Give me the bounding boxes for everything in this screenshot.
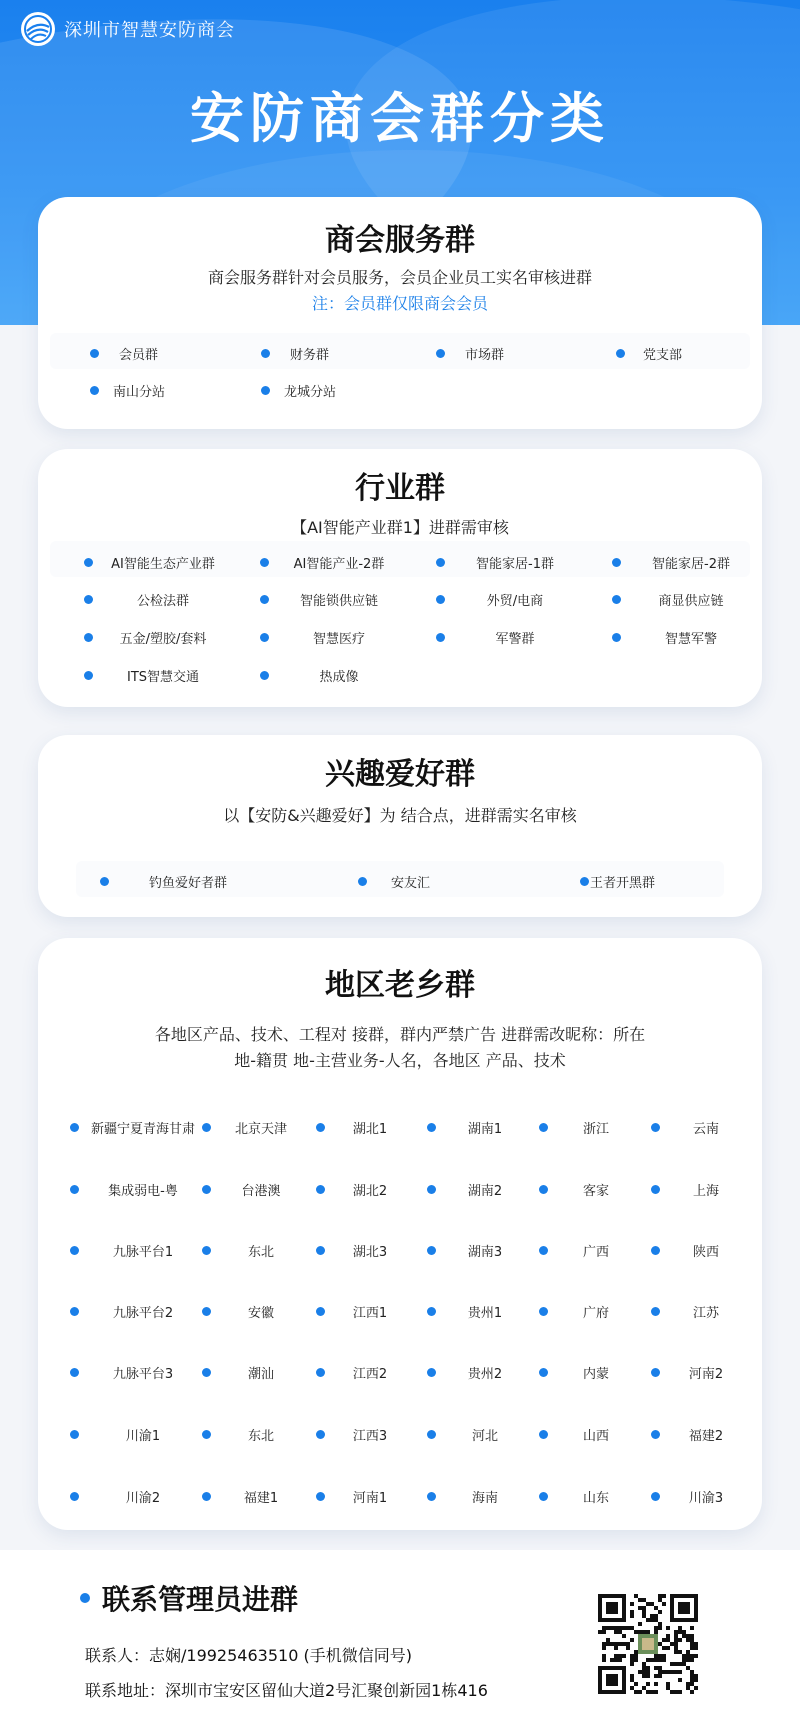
list-item[interactable]: 九脉平台3: [70, 1363, 207, 1382]
list-item[interactable]: 福建2: [651, 1425, 752, 1444]
bullet-dot-icon: [84, 671, 93, 680]
bullet-dot-icon: [427, 1307, 436, 1316]
list-item[interactable]: 福建1: [202, 1487, 311, 1506]
list-item[interactable]: 集成弱电-粤: [70, 1180, 207, 1199]
bullet-dot-icon: [316, 1430, 325, 1439]
list-item[interactable]: 智能家居-2群: [612, 553, 761, 572]
bullet-dot-icon: [260, 595, 269, 604]
list-item[interactable]: 热成像: [260, 666, 409, 685]
hobby-group-card: [38, 735, 762, 917]
bullet-dot-icon: [202, 1492, 211, 1501]
bullet-dot-icon: [70, 1123, 79, 1132]
bullet-dot-icon: [436, 595, 445, 604]
list-item[interactable]: 财务群: [261, 344, 329, 363]
bullet-dot-icon: [612, 558, 621, 567]
list-item[interactable]: 广西: [539, 1241, 644, 1260]
list-item[interactable]: 龙城分站: [261, 381, 336, 400]
bullet-dot-icon: [80, 1593, 90, 1603]
bullet-dot-icon: [84, 595, 93, 604]
bullet-dot-icon: [427, 1123, 436, 1132]
list-item[interactable]: 台港澳: [202, 1180, 311, 1199]
list-item[interactable]: 东北: [202, 1425, 311, 1444]
bullet-dot-icon: [651, 1123, 660, 1132]
list-item[interactable]: 山东: [539, 1487, 644, 1506]
industry-group-title: 行业群: [355, 471, 445, 506]
bullet-dot-icon: [316, 1307, 325, 1316]
bullet-dot-icon: [539, 1430, 548, 1439]
contact-title: 联系管理员进群: [80, 1578, 298, 1618]
bullet-dot-icon: [427, 1430, 436, 1439]
list-item[interactable]: 客家: [539, 1180, 644, 1199]
list-item[interactable]: 湖北1: [316, 1118, 415, 1137]
list-item[interactable]: 九脉平台1: [70, 1241, 207, 1260]
contact-address: 联系地址：深圳市宝安区留仙大道2号汇聚创新园1栋416: [85, 1681, 488, 1700]
list-item[interactable]: 贵州2: [427, 1363, 534, 1382]
bullet-dot-icon: [70, 1368, 79, 1377]
list-item[interactable]: 智慧军警: [612, 628, 761, 647]
bullet-dot-icon: [202, 1307, 211, 1316]
list-item[interactable]: 云南: [651, 1118, 752, 1137]
list-item[interactable]: 川渝2: [70, 1487, 207, 1506]
list-item[interactable]: 市场群: [436, 344, 504, 363]
list-item[interactable]: 江西2: [316, 1363, 415, 1382]
org-brand: [20, 12, 235, 46]
region-group-desc-line1: 各地区产品、技术、工程对 接群，群内严禁广告 进群需改昵称：所在: [154, 1025, 646, 1044]
bullet-dot-icon: [580, 877, 589, 886]
bullet-dot-icon: [651, 1307, 660, 1316]
region-group-title: 地区老乡群: [325, 968, 475, 1003]
list-item[interactable]: AI智能生态产业群: [84, 553, 233, 572]
list-item[interactable]: 东北: [202, 1241, 311, 1260]
service-group-desc: 商会服务群针对会员服务，会员企业员工实名审核进群: [207, 268, 592, 287]
service-group-card: [38, 197, 762, 429]
list-item[interactable]: 内蒙: [539, 1363, 644, 1382]
industry-group-card: [38, 449, 762, 707]
bullet-dot-icon: [202, 1246, 211, 1255]
list-item[interactable]: 湖南3: [427, 1241, 534, 1260]
list-item[interactable]: 贵州1: [427, 1302, 534, 1321]
bullet-dot-icon: [427, 1492, 436, 1501]
list-item[interactable]: 山西: [539, 1425, 644, 1444]
list-item[interactable]: 湖北2: [316, 1180, 415, 1199]
bullet-dot-icon: [260, 558, 269, 567]
list-item[interactable]: 湖北3: [316, 1241, 415, 1260]
bullet-dot-icon: [84, 633, 93, 642]
list-item[interactable]: 王者开黑群: [580, 872, 655, 891]
list-item[interactable]: 北京天津: [202, 1118, 311, 1137]
bullet-dot-icon: [539, 1246, 548, 1255]
bullet-dot-icon: [539, 1307, 548, 1316]
list-item[interactable]: 新疆宁夏青海甘肃: [70, 1118, 207, 1137]
bullet-dot-icon: [202, 1185, 211, 1194]
list-item[interactable]: 南山分站: [90, 381, 165, 400]
org-logo-icon: [20, 11, 56, 47]
bullet-dot-icon: [539, 1185, 548, 1194]
list-item[interactable]: 浙江: [539, 1118, 644, 1137]
bullet-dot-icon: [90, 386, 99, 395]
bullet-dot-icon: [316, 1368, 325, 1377]
bullet-dot-icon: [70, 1307, 79, 1316]
industry-group-desc: 【AI智能产业群1】进群需审核: [291, 518, 509, 537]
bullet-dot-icon: [539, 1492, 548, 1501]
list-item[interactable]: 川渝3: [651, 1487, 752, 1506]
service-group-title: 商会服务群: [325, 223, 475, 258]
bullet-dot-icon: [651, 1246, 660, 1255]
bullet-dot-icon: [100, 877, 109, 886]
list-item[interactable]: 河南2: [651, 1363, 752, 1382]
list-item[interactable]: 安友汇: [358, 872, 430, 891]
bullet-dot-icon: [202, 1430, 211, 1439]
list-item[interactable]: 江西1: [316, 1302, 415, 1321]
list-item[interactable]: 智能家居-1群: [436, 553, 585, 572]
qr-code-icon: [598, 1594, 698, 1694]
list-item[interactable]: 海南: [427, 1487, 534, 1506]
bullet-dot-icon: [70, 1492, 79, 1501]
list-item[interactable]: 江西3: [316, 1425, 415, 1444]
bullet-dot-icon: [651, 1368, 660, 1377]
bullet-dot-icon: [427, 1185, 436, 1194]
list-item[interactable]: 钓鱼爱好者群: [100, 872, 227, 891]
list-item[interactable]: 潮汕: [202, 1363, 311, 1382]
list-item[interactable]: 九脉平台2: [70, 1302, 207, 1321]
list-item[interactable]: 湖南1: [427, 1118, 534, 1137]
list-item[interactable]: 智能锁供应链: [260, 590, 409, 609]
hobby-group-title: 兴趣爱好群: [325, 757, 475, 792]
contact-section: [0, 1550, 800, 1726]
bullet-dot-icon: [202, 1368, 211, 1377]
bullet-dot-icon: [90, 349, 99, 358]
bullet-dot-icon: [70, 1185, 79, 1194]
list-item[interactable]: 公检法群: [84, 590, 233, 609]
list-item[interactable]: 五金/塑胶/套料: [84, 628, 233, 647]
bullet-dot-icon: [651, 1185, 660, 1194]
bullet-dot-icon: [651, 1492, 660, 1501]
bullet-dot-icon: [436, 349, 445, 358]
bullet-dot-icon: [616, 349, 625, 358]
list-item[interactable]: 会员群: [90, 344, 158, 363]
list-item[interactable]: 党支部: [616, 344, 682, 363]
bullet-dot-icon: [202, 1123, 211, 1132]
list-item[interactable]: 广府: [539, 1302, 644, 1321]
bullet-dot-icon: [539, 1368, 548, 1377]
page-title: 安防商会群分类: [190, 87, 610, 150]
list-item[interactable]: ITS智慧交通: [84, 666, 233, 685]
bullet-dot-icon: [260, 633, 269, 642]
list-item[interactable]: 河南1: [316, 1487, 415, 1506]
bullet-dot-icon: [70, 1246, 79, 1255]
list-item[interactable]: 江苏: [651, 1302, 752, 1321]
list-item[interactable]: 陕西: [651, 1241, 752, 1260]
bullet-dot-icon: [261, 349, 270, 358]
list-item[interactable]: 川渝1: [70, 1425, 207, 1444]
bullet-dot-icon: [316, 1246, 325, 1255]
bullet-dot-icon: [316, 1492, 325, 1501]
service-group-note: 注：会员群仅限商会会员: [311, 294, 488, 313]
list-item[interactable]: 军警群: [436, 628, 585, 647]
list-item[interactable]: 安徽: [202, 1302, 311, 1321]
list-item[interactable]: 湖南2: [427, 1180, 534, 1199]
org-name: 深圳市智慧安防商会: [64, 20, 235, 41]
bullet-dot-icon: [84, 558, 93, 567]
bullet-dot-icon: [612, 595, 621, 604]
bullet-dot-icon: [316, 1185, 325, 1194]
bullet-dot-icon: [651, 1430, 660, 1439]
list-item[interactable]: 智慧医疗: [260, 628, 409, 647]
list-item[interactable]: AI智能产业-2群: [260, 553, 409, 572]
bullet-dot-icon: [427, 1368, 436, 1377]
region-group-desc-line2: 地-籍贯 地-主营业务-人名，各地区 产品、技术: [234, 1051, 566, 1070]
list-item[interactable]: 商显供应链: [612, 590, 761, 609]
bullet-dot-icon: [539, 1123, 548, 1132]
bullet-dot-icon: [612, 633, 621, 642]
contact-person: 联系人：志娴/19925463510 (手机微信同号): [85, 1646, 412, 1665]
bullet-dot-icon: [260, 671, 269, 680]
bullet-dot-icon: [358, 877, 367, 886]
bullet-dot-icon: [261, 386, 270, 395]
bullet-dot-icon: [436, 558, 445, 567]
list-item[interactable]: 外贸/电商: [436, 590, 585, 609]
bullet-dot-icon: [70, 1430, 79, 1439]
list-item[interactable]: 河北: [427, 1425, 534, 1444]
bullet-dot-icon: [436, 633, 445, 642]
list-item[interactable]: 上海: [651, 1180, 752, 1199]
bullet-dot-icon: [427, 1246, 436, 1255]
bullet-dot-icon: [316, 1123, 325, 1132]
region-group-card: [38, 938, 762, 1530]
hobby-group-desc: 以【安防&兴趣爱好】为 结合点，进群需实名审核: [223, 806, 577, 825]
